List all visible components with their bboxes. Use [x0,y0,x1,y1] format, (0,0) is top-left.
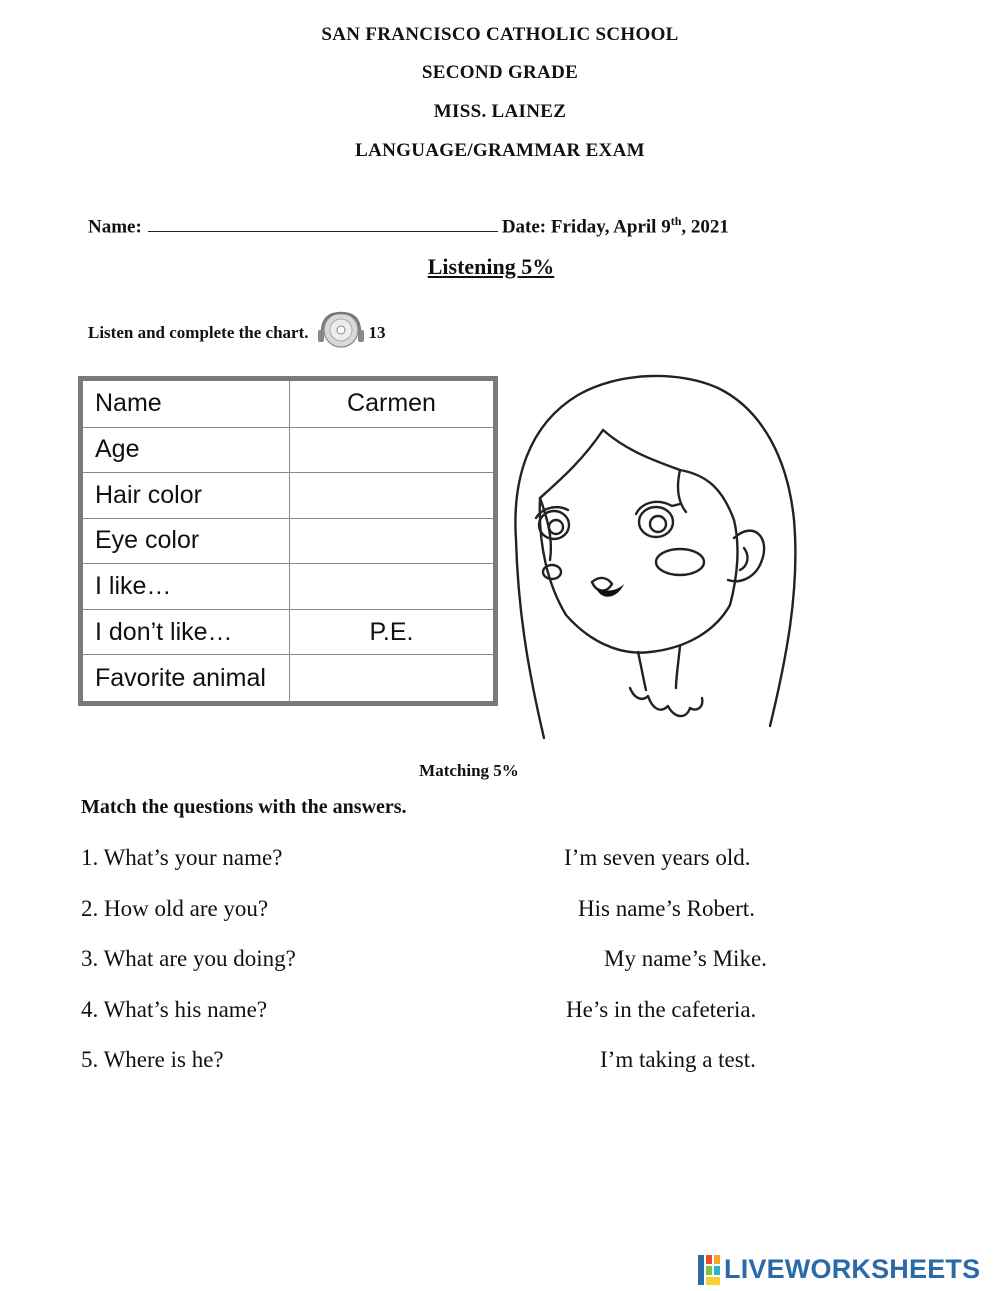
chart-value-age[interactable] [290,427,496,473]
answer-item[interactable]: He’s in the cafeteria. [566,997,757,1022]
name-date-line [88,214,729,238]
matching-instruction: Match the questions with the answers. [81,796,407,818]
question-item[interactable]: 2. How old are you? [81,896,269,921]
chart-value-eye-color[interactable] [290,518,496,564]
question-item[interactable]: 4. What’s his name? [81,997,268,1022]
chart-label: Hair color [81,473,290,519]
chart-label: Age [81,427,290,473]
cd-headphones-icon[interactable] [315,310,367,355]
chart-row [81,655,496,704]
chart-value-dislike[interactable]: P.E. [290,609,496,655]
answer-item[interactable]: His name’s Robert. [578,896,755,921]
answer-item[interactable]: I’m taking a test. [600,1047,756,1072]
liveworksheets-logo [698,1254,980,1285]
answer-item[interactable]: I’m seven years old. [564,845,751,870]
grade-label: SECOND GRADE [421,62,579,83]
chart-row [81,609,496,655]
listening-instruction-text: Listen and complete the chart. [88,322,309,342]
listening-chart [78,376,498,706]
chart-label: Eye color [81,518,290,564]
chart-label: I don’t like… [81,609,290,655]
liveworksheets-logo-icon [698,1255,720,1285]
question-item[interactable]: 1. What’s your name? [81,845,283,870]
chart-value-like[interactable] [290,564,496,610]
school-name: SAN FRANCISCO CATHOLIC SCHOOL [321,24,679,45]
date-year: , 2021 [681,216,729,238]
chart-value-name[interactable]: Carmen [290,379,496,428]
matching-title: Matching 5% [419,761,519,780]
chart-label: Name [81,379,290,428]
question-item[interactable]: 5. Where is he? [81,1047,224,1072]
chart-row [81,518,496,564]
chart-value-favorite-animal[interactable] [290,655,496,704]
teacher-name: MISS. LAINEZ [433,101,567,122]
chart-row [81,473,496,519]
listening-instruction [88,310,386,355]
liveworksheets-wordmark: LIVEWORKSHEETS [724,1254,981,1284]
name-blank[interactable] [148,217,498,232]
chart-row [81,564,496,610]
track-number: 13 [368,322,386,342]
listening-title: Listening 5% [427,254,555,279]
chart-row [81,427,496,473]
exam-title: LANGUAGE/GRAMMAR EXAM [355,140,645,161]
chart-value-hair-color[interactable] [290,473,496,519]
date-suffix: th [670,214,682,228]
date-label: Date: Friday, April 9 [501,216,671,238]
chart-label: Favorite animal [81,655,290,704]
question-item[interactable]: 3. What are you doing? [81,946,296,971]
chart-label: I like… [81,564,290,610]
answer-item[interactable]: My name’s Mike. [604,946,767,971]
girl-illustration [508,370,808,745]
name-label: Name: [88,216,142,238]
chart-row [81,379,496,428]
